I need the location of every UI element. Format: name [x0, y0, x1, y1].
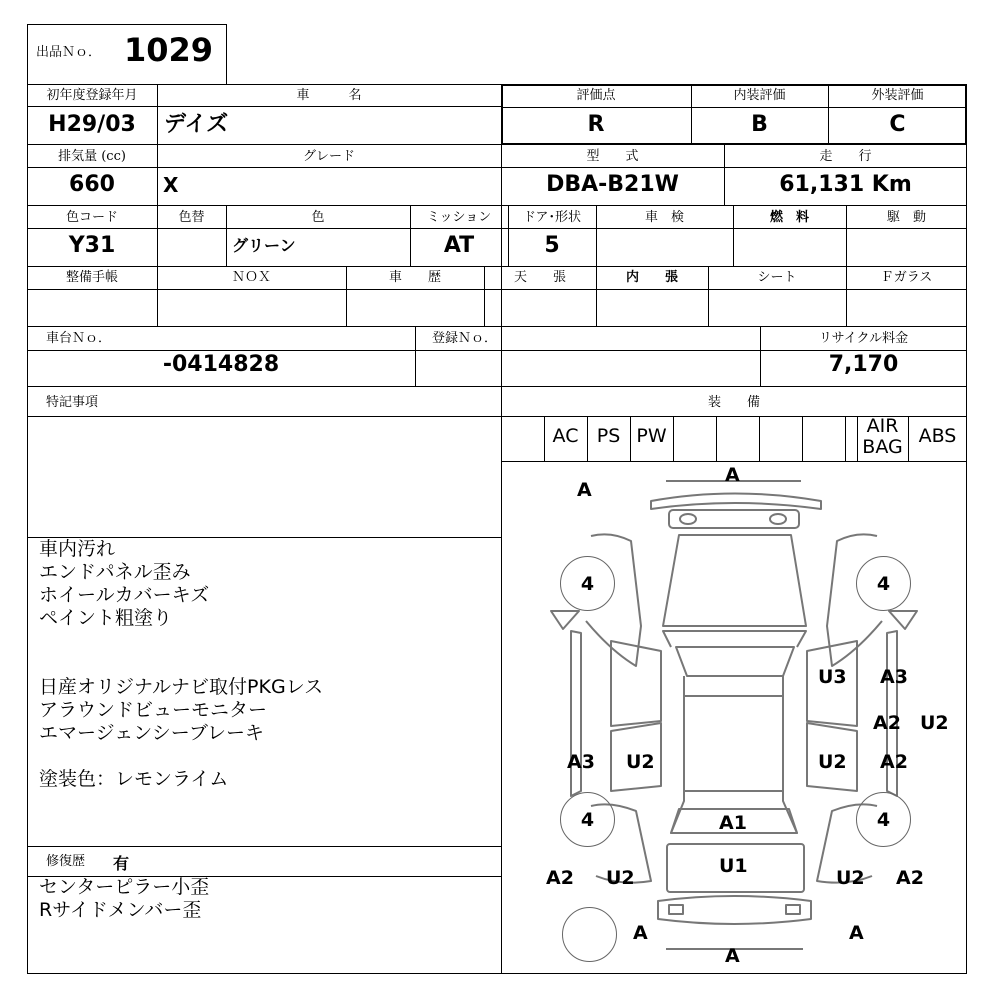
- rule: [27, 167, 967, 168]
- rule: [759, 416, 760, 461]
- door-label: ドア･形状: [522, 210, 582, 225]
- lot-number-box: [27, 24, 227, 84]
- damage-mark: A: [577, 479, 592, 501]
- damage-mark: A2: [896, 867, 924, 889]
- nox-label: ＮＯＸ: [231, 270, 271, 285]
- color-code-label: 色コード: [65, 210, 118, 225]
- damage-mark: A1: [719, 812, 747, 834]
- equipment-label: 装 備: [707, 395, 760, 410]
- equipment-row: [501, 416, 967, 461]
- note-line: エンドパネル歪み: [39, 561, 191, 583]
- interior-score-label: 内装評価: [733, 88, 786, 103]
- note-line: エマージェンシーブレーキ: [39, 722, 265, 744]
- note-line: 日産オリジナルナビ取付PKGレス: [39, 676, 324, 698]
- door-value: 5: [544, 233, 560, 258]
- lot-number-value: 1029: [124, 31, 214, 69]
- mileage-label: 走 行: [819, 149, 872, 164]
- model-value: DBA-B21W: [546, 172, 679, 197]
- vehicle-history-label: 車 歴: [388, 270, 441, 285]
- maintenance-book-label: 整備手帳: [65, 270, 118, 285]
- rule: [673, 416, 674, 461]
- rule: [501, 107, 967, 108]
- equipment-airbag-line2: BAG: [862, 436, 903, 458]
- damage-mark: U1: [719, 855, 748, 877]
- recycle-fee-label: リサイクル料金: [818, 331, 909, 346]
- color-value: グリーン: [232, 236, 296, 255]
- damage-mark: A: [725, 945, 740, 967]
- damage-mark: A2: [873, 712, 901, 734]
- damage-mark: A: [725, 464, 740, 486]
- first-registration-label: 初年度登録年月: [46, 88, 138, 103]
- damage-mark: A3: [880, 666, 908, 688]
- seat-label: シート: [757, 270, 797, 285]
- rule: [27, 289, 967, 290]
- damage-mark: A2: [880, 751, 908, 773]
- damage-mark: U2: [920, 712, 949, 734]
- rule: [27, 326, 967, 327]
- repair-history-label: 修復歴: [46, 854, 86, 869]
- rule: [27, 386, 967, 387]
- note-line: 車内汚れ: [39, 538, 116, 560]
- repair-note-line: センターピラー小歪: [39, 876, 210, 898]
- car-name-label: 車 名: [296, 88, 362, 103]
- repair-note-line: Rサイドメンバー歪: [39, 899, 202, 921]
- first-registration-value: H29/03: [48, 112, 136, 137]
- spare-tire: [562, 907, 617, 962]
- repair-history-value: 有: [113, 854, 130, 873]
- damage-mark: U2: [818, 751, 847, 773]
- damage-mark: U2: [836, 867, 865, 889]
- special-notes-label: 特記事項: [46, 395, 99, 410]
- interior-score-value: B: [751, 112, 768, 137]
- rule: [27, 228, 967, 229]
- exterior-score-label: 外装評価: [871, 88, 924, 103]
- tire-rear-right: 4: [856, 792, 911, 847]
- damage-mark: A2: [546, 867, 574, 889]
- transmission-value: AT: [443, 233, 475, 258]
- inspection-label: 車 検: [644, 210, 684, 225]
- grade-value: X: [163, 173, 179, 197]
- drive-label: 駆 動: [886, 210, 926, 225]
- score-label: 評価点: [576, 88, 616, 103]
- equipment-abs: ABS: [918, 425, 957, 447]
- equipment-ac: AC: [552, 425, 579, 447]
- rule: [716, 416, 717, 461]
- chassis-number-value: -0414828: [162, 352, 280, 377]
- mileage-value: 61,131 Km: [779, 172, 912, 197]
- grade-label: グレード: [302, 149, 355, 164]
- chassis-number-label: 車台Ｎｏ．: [46, 331, 112, 346]
- displacement-label: 排気量 (cc): [58, 149, 126, 164]
- rule: [27, 106, 501, 107]
- color-label: 色: [311, 210, 325, 225]
- rule: [27, 205, 967, 206]
- fuel-label: 燃 料: [769, 210, 809, 225]
- damage-mark: A: [849, 922, 864, 944]
- score-value: R: [587, 112, 605, 137]
- car-name-value: デイズ: [164, 112, 229, 137]
- ceiling-label: 天 張: [513, 270, 566, 285]
- rule: [845, 416, 846, 461]
- tire-rear-left: 4: [560, 792, 615, 847]
- rule: [27, 846, 501, 847]
- note-line: アラウンドビューモニター: [39, 699, 268, 721]
- equipment-airbag-line1: AIR: [866, 415, 899, 437]
- tire-front-right: 4: [856, 556, 911, 611]
- displacement-value: 660: [69, 172, 115, 197]
- inner-trim-label: 内 張: [625, 270, 678, 285]
- front-glass-label: Ｆガラス: [880, 270, 933, 285]
- damage-mark: A3: [567, 751, 595, 773]
- exterior-score-value: C: [889, 112, 906, 137]
- rule: [415, 326, 416, 386]
- damage-mark: U3: [818, 666, 847, 688]
- damage-mark: A: [633, 922, 648, 944]
- repaint-label: 色替: [178, 210, 205, 225]
- damage-mark: U2: [626, 751, 655, 773]
- note-line: ペイント粗塗り: [39, 607, 173, 629]
- damage-mark: U2: [606, 867, 635, 889]
- model-label: 型 式: [586, 149, 639, 164]
- registration-number-label: 登録Ｎｏ．: [432, 331, 498, 346]
- transmission-label: ミッション: [426, 210, 492, 225]
- note-line: ホイールカバーキズ: [39, 584, 210, 606]
- rule: [802, 416, 803, 461]
- note-line: 塗装色：レモンライム: [39, 768, 229, 790]
- equipment-pw: PW: [636, 425, 667, 447]
- rule: [27, 266, 967, 267]
- tire-front-left: 4: [560, 556, 615, 611]
- color-code-value: Y31: [68, 233, 116, 258]
- equipment-ps: PS: [596, 425, 621, 447]
- recycle-fee-value: 7,170: [828, 352, 899, 377]
- lot-number-label: 出品Ｎｏ．: [36, 45, 102, 60]
